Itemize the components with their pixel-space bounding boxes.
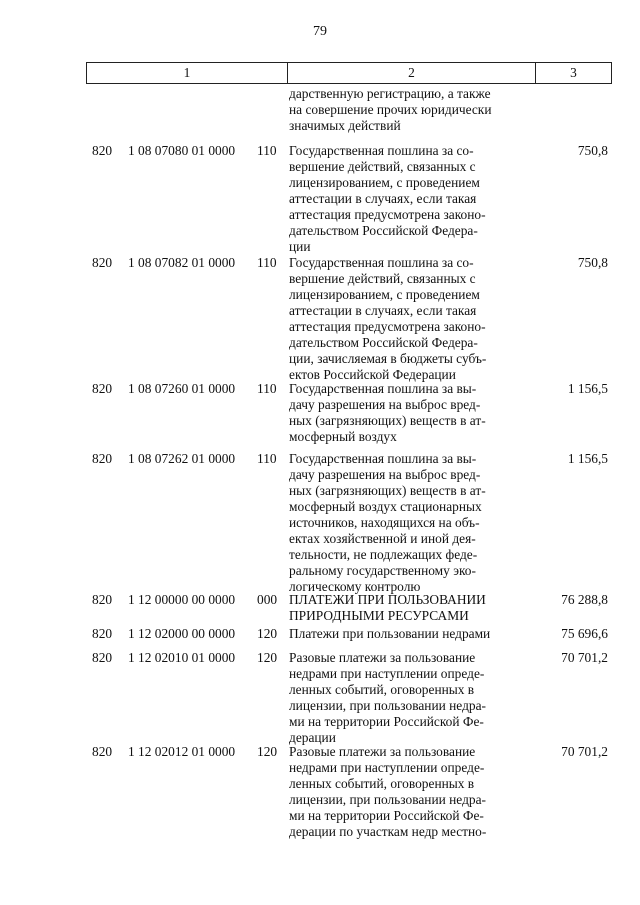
- admin-code: 820: [92, 626, 113, 641]
- item-name: Государственная пошлина за вы- дачу разрешения на выброс вред- ных (загрязняющих) веществ в ат- мосферный воздух: [289, 381, 486, 444]
- budget-code: 1 08 07080 01 0000: [128, 143, 236, 158]
- continued-name-text: дарственную регистрацию, а также на совершение прочих юридически значимых действий: [289, 86, 492, 133]
- item-name: Государственная пошлина за со- вершение действий, связанных с лицензированием, с проведением аттестации в случаях, если такая аттестация предусмотрена законо- дательством Российской Федера- ции: [289, 143, 486, 254]
- table-header: [86, 62, 612, 84]
- item-name: Государственная пошлина за со- вершение действий, связанных с лицензированием, с проведением аттестации в случаях, если такая аттестация предусмотрена законо- дательством Российской Федера- ции, зачисляемая в бюджеты субъ- ектов Российской Федерации: [289, 255, 487, 382]
- budget-code: 1 08 07262 01 0000: [128, 451, 236, 466]
- type-code: 120: [257, 744, 278, 759]
- header-col-3: 3: [570, 65, 577, 80]
- item-amount: 70 701,2: [561, 744, 608, 759]
- budget-code: 1 08 07082 01 0000: [128, 255, 236, 270]
- type-code: 110: [257, 451, 277, 466]
- header-col-1: 1: [87, 63, 288, 83]
- item-amount: 1 156,5: [567, 381, 608, 396]
- item-amount: 76 288,8: [561, 592, 608, 607]
- item-name: Разовые платежи за пользование недрами при наступлении опреде- ленных событий, оговоренных в лицензии, при пользовании недра- ми на территории Российской Фе- дерации: [289, 650, 486, 745]
- type-code: 110: [257, 255, 277, 270]
- item-name: Государственная пошлина за вы- дачу разрешения на выброс вред- ных (загрязняющих) веществ в ат- мосферный воздух стационарных источников, находящихся на объ- ектах хозяйственной и иной дея- тельности, не подлежащих феде- ральному государственному эко- логическому контролю: [289, 451, 486, 594]
- page-number: 79: [313, 24, 327, 39]
- admin-code: 820: [92, 381, 113, 396]
- item-name: Платежи при пользовании недрами: [289, 626, 491, 641]
- budget-code: 1 12 00000 00 0000: [128, 592, 236, 607]
- budget-code: 1 12 02000 00 0000: [128, 626, 236, 641]
- item-amount: 75 696,6: [561, 626, 608, 641]
- header-col-2: 2: [288, 63, 536, 83]
- type-code: 120: [257, 650, 278, 665]
- admin-code: 820: [92, 451, 113, 466]
- type-code: 110: [257, 143, 277, 158]
- admin-code: 820: [92, 143, 113, 158]
- budget-code: 1 08 07260 01 0000: [128, 381, 236, 396]
- budget-code: 1 12 02012 01 0000: [128, 744, 236, 759]
- item-name: Разовые платежи за пользование недрами при наступлении опреде- ленных событий, оговоренных в лицензии, при пользовании недра- ми на территории Российской Фе- дерации по участкам недр местно-: [289, 744, 487, 839]
- type-code: 110: [257, 381, 277, 396]
- type-code: 120: [257, 626, 278, 641]
- item-amount: 750,8: [577, 143, 608, 158]
- admin-code: 820: [92, 744, 113, 759]
- item-amount: 1 156,5: [567, 451, 608, 466]
- item-name: ПЛАТЕЖИ ПРИ ПОЛЬЗОВАНИИ ПРИРОДНЫМИ РЕСУРСАМИ: [289, 592, 486, 623]
- budget-code: 1 12 02010 01 0000: [128, 650, 236, 665]
- admin-code: 820: [92, 650, 113, 665]
- item-amount: 750,8: [577, 255, 608, 270]
- item-amount: 70 701,2: [561, 650, 608, 665]
- admin-code: 820: [92, 592, 113, 607]
- type-code: 000: [257, 592, 278, 607]
- admin-code: 820: [92, 255, 113, 270]
